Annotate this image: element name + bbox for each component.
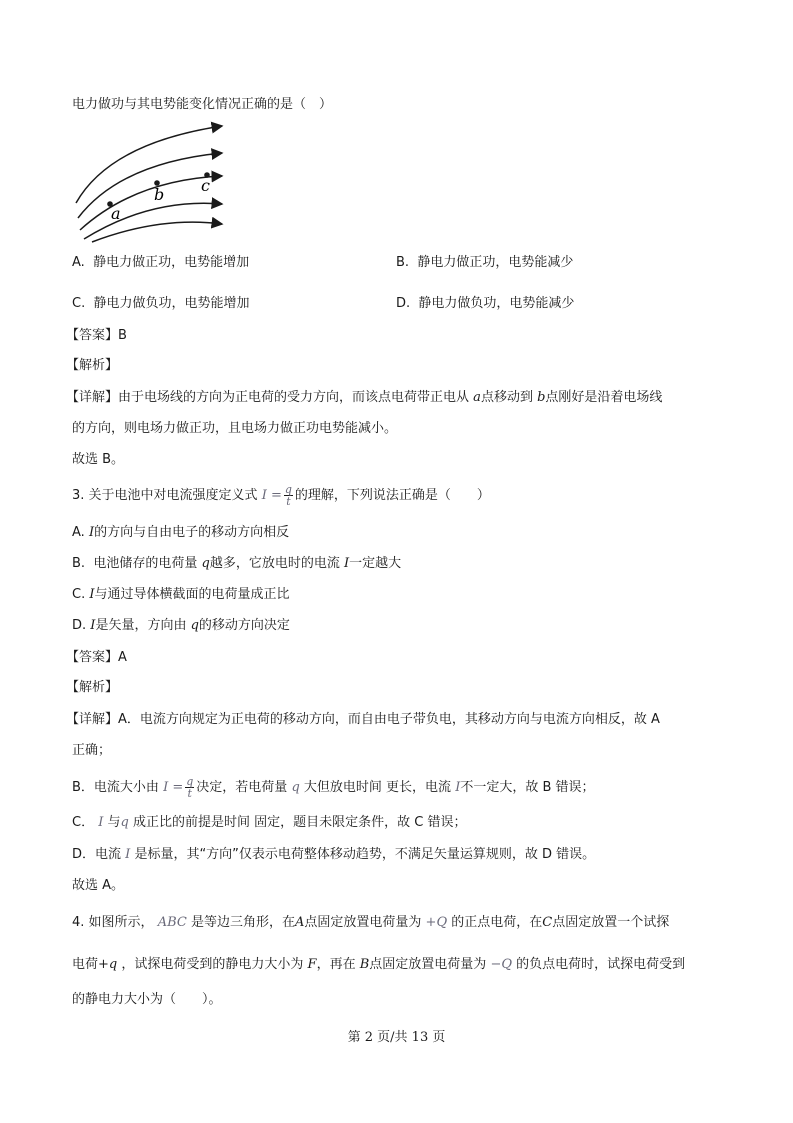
q3-conclusion: 故选 A。	[72, 878, 125, 893]
q2-detail-line-2: 的方向，则电场力做正功，且电场力做正功电势能减小。	[72, 421, 398, 436]
q3-detail-d: D．电流 I 是标量，其“方向”仅表示电荷整体移动趋势，不满足矢量运算规则，故 D 错误。	[72, 847, 596, 862]
q2-conclusion: 故选 B。	[72, 452, 125, 467]
q4-stem-line-3: 的静电力大小为（ ）。	[72, 992, 222, 1007]
q4-stem-line-1: 4. 如图所示， ABC 是等边三角形，在A点固定放置电荷量为 +Q 的正点电荷，在C点固定放置一个试探	[72, 915, 670, 930]
label-a: a	[111, 204, 121, 223]
electric-field-figure	[70, 118, 230, 243]
q3-detail-line-2: 正确；	[72, 743, 112, 758]
q3-stem: 3. 关于电池中对电流强度定义式 I = $\frac{q}{t}$ 的理解，下列说法正确是（ ）	[72, 483, 490, 508]
q3-option-a: A. I的方向与自由电子的移动方向相反	[72, 525, 290, 540]
q3-option-c: C. I与通过导体横截面的电荷量成正比	[72, 587, 290, 602]
q3-option-d: D. I是矢量，方向由 q的移动方向决定	[72, 618, 290, 633]
label-b: b	[154, 185, 165, 204]
q2-answer: 【答案】B	[66, 328, 127, 343]
q2-analysis-label: 【解析】	[66, 358, 119, 373]
q2-option-c: C. 静电力做负功，电势能增加	[72, 296, 250, 311]
field-line-4	[84, 203, 222, 239]
field-line-5	[92, 222, 222, 242]
q4-stem-line-2: 电荷+q ，试探电荷受到的静电力大小为 F，再在 B点固定放置电荷量为 −Q 的负点电荷时，试探电荷受到	[72, 957, 686, 972]
page-footer: 第 2 页/共 13 页	[347, 1030, 446, 1045]
q3-option-b: B. 电池储存的电荷量 q越多，它放电时的电流 I一定越大	[72, 556, 402, 571]
q3-answer: 【答案】A	[66, 650, 127, 665]
q3-detail-line-1: 【详解】A．电流方向规定为正电荷的移动方向，而自由电子带负电，其移动方向与电流方向相反，故 A	[66, 712, 660, 727]
q3-analysis-label: 【解析】	[66, 680, 119, 695]
q2-stem: 电力做功与其电势能变化情况正确的是（ ）	[72, 97, 333, 112]
q2-option-a: A. 静电力做正功，电势能增加	[72, 255, 250, 270]
q2-option-b: B. 静电力做正功，电势能减少	[396, 255, 574, 270]
q2-option-d: D. 静电力做负功，电势能减少	[396, 296, 575, 311]
q3-detail-c: C． I 与q 成正比的前提是时间 固定，题目未限定条件，故 C 错误；	[72, 815, 467, 830]
q2-detail-line-1: 【详解】由于电场线的方向为正电荷的受力方向，而该点电荷带正电从 a点移动到 b点刚好是沿着电场线	[66, 390, 663, 405]
q3-detail-b: B．电流大小由 I = $\frac{q}{t}$ 决定，若电荷量 q 大但放电时间 更长，电流 I不一定大，故 B 错误；	[72, 775, 595, 800]
label-c: c	[201, 176, 210, 195]
